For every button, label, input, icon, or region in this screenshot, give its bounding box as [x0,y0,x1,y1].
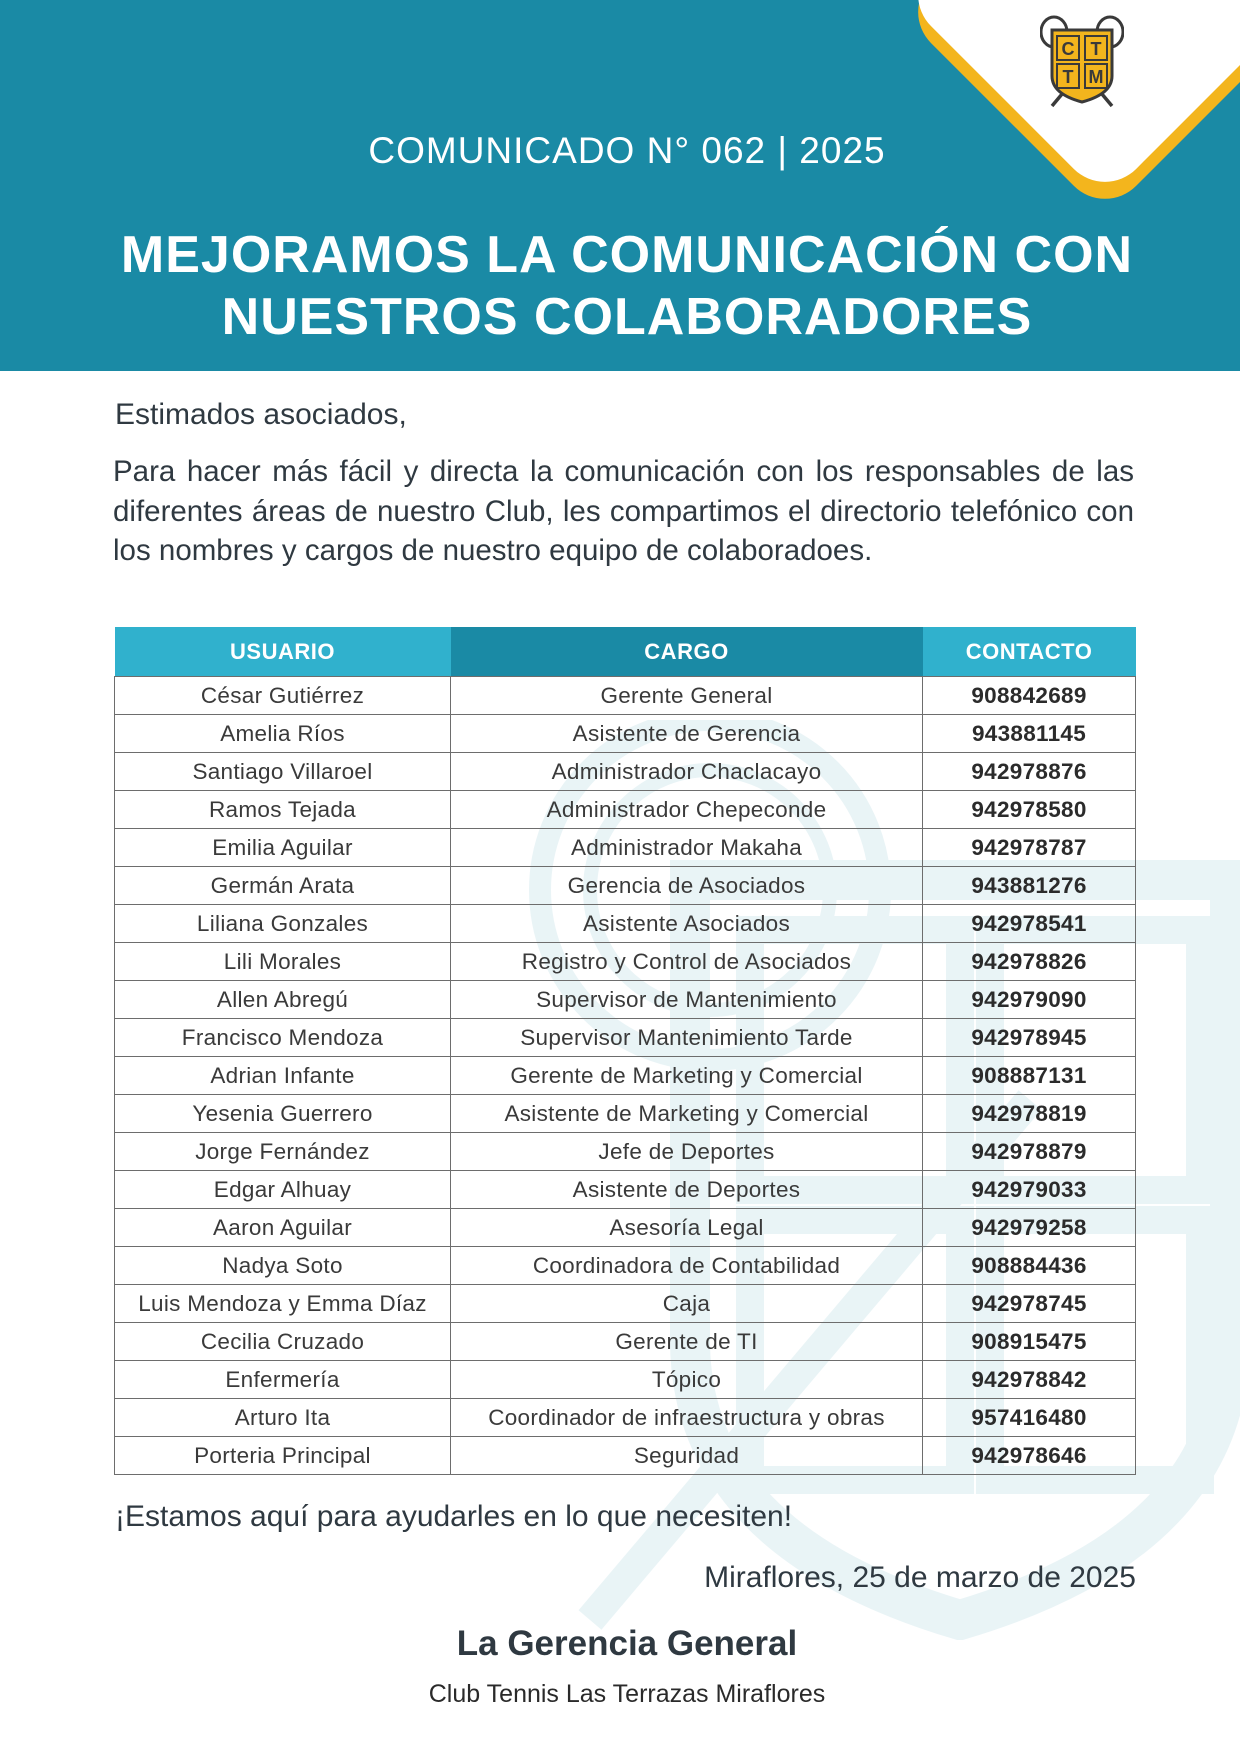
role-cell: Gerencia de Asociados [451,867,923,905]
table-row [115,1323,1136,1361]
column-header-contact: CONTACTO [923,627,1136,677]
table-row [115,1133,1136,1171]
role-cell: Asistente de Marketing y Comercial [451,1095,923,1133]
contact-cell: 942978580 [923,791,1136,829]
table-row [115,1209,1136,1247]
user-cell: Enfermería [115,1361,451,1399]
role-cell: Supervisor de Mantenimiento [451,981,923,1019]
contact-cell: 942978541 [923,905,1136,943]
role-cell: Coordinadora de Contabilidad [451,1247,923,1285]
user-cell: Lili Morales [115,943,451,981]
user-cell: Amelia Ríos [115,715,451,753]
role-cell: Asistente Asociados [451,905,923,943]
contact-cell: 942978876 [923,753,1136,791]
page-title [0,224,1240,348]
role-cell: Seguridad [451,1437,923,1475]
contact-cell: 908915475 [923,1323,1136,1361]
user-cell: Santiago Villaroel [115,753,451,791]
title-line-1: MEJORAMOS LA COMUNICACIÓN CON [120,226,1134,284]
user-cell: Ramos Tejada [115,791,451,829]
role-cell: Coordinador de infraestructura y obras [451,1399,923,1437]
table-row [115,905,1136,943]
table-row [115,1285,1136,1323]
place-date: Miraflores, 25 de marzo de 2025 [704,1561,1136,1594]
role-cell: Asesoría Legal [451,1209,923,1247]
role-cell: Administrador Chaclacayo [451,753,923,791]
column-header-user: USUARIO [115,627,451,677]
user-cell: Aaron Aguilar [115,1209,451,1247]
contact-cell: 942979090 [923,981,1136,1019]
user-cell: Yesenia Guerrero [115,1095,451,1133]
user-cell: Adrian Infante [115,1057,451,1095]
contact-cell: 942978879 [923,1133,1136,1171]
table-row [115,829,1136,867]
contact-cell: 942978787 [923,829,1136,867]
role-cell: Caja [451,1285,923,1323]
intro-paragraph: Para hacer más fácil y directa la comunicación con los responsables de las diferentes áreas de nuestro Club, les compartimos el directorio telefónico con los nombres y cargos de nuestro equipo de colaboradoes. [113,455,1134,567]
user-cell: Liliana Gonzales [115,905,451,943]
contact-cell: 942979258 [923,1209,1136,1247]
contact-cell: 943881276 [923,867,1136,905]
role-cell: Supervisor Mantenimiento Tarde [451,1019,923,1057]
role-cell: Gerente de TI [451,1323,923,1361]
contact-cell: 908887131 [923,1057,1136,1095]
table-row [115,791,1136,829]
table-row [115,1019,1136,1057]
table-row [115,867,1136,905]
role-cell: Gerente de Marketing y Comercial [451,1057,923,1095]
logo-letter: C [1061,39,1075,59]
contact-cell: 957416480 [923,1399,1136,1437]
table-body [115,677,1136,1475]
table-row [115,1057,1136,1095]
contact-cell: 942978745 [923,1285,1136,1323]
user-cell: Allen Abregú [115,981,451,1019]
role-cell: Administrador Chepeconde [451,791,923,829]
role-cell: Tópico [451,1361,923,1399]
logo-letter: T [1090,39,1102,59]
contact-cell: 908842689 [923,677,1136,715]
title-line-2: NUESTROS COLABORADORES [221,288,1033,346]
table-row [115,1247,1136,1285]
logo-letter: M [1088,67,1104,87]
header-banner [0,0,1240,371]
table-row [115,1361,1136,1399]
greeting: Estimados asociados, [115,398,407,431]
table-row [115,1437,1136,1475]
role-cell: Registro y Control de Asociados [451,943,923,981]
column-header-role: CARGO [451,627,923,677]
user-cell: Francisco Mendoza [115,1019,451,1057]
user-cell: Arturo Ita [115,1399,451,1437]
user-cell: Emilia Aguilar [115,829,451,867]
contact-cell: 942978945 [923,1019,1136,1057]
role-cell: Asistente de Gerencia [451,715,923,753]
contact-cell: 942978819 [923,1095,1136,1133]
logo-letter: T [1062,67,1074,87]
contact-cell: 942978842 [923,1361,1136,1399]
role-cell: Jefe de Deportes [451,1133,923,1171]
table-row [115,1095,1136,1133]
table-row [115,981,1136,1019]
role-cell: Administrador Makaha [451,829,923,867]
user-cell: Porteria Principal [115,1437,451,1475]
user-cell: Nadya Soto [115,1247,451,1285]
contact-cell: 908884436 [923,1247,1136,1285]
table-header-row [115,627,1136,677]
user-cell: Luis Mendoza y Emma Díaz [115,1285,451,1323]
role-cell: Asistente de Deportes [451,1171,923,1209]
club-name: Club Tennis Las Terrazas Miraflores [428,1680,826,1708]
user-cell: Edgar Alhuay [115,1171,451,1209]
user-cell: Cecilia Cruzado [115,1323,451,1361]
closing-message: ¡Estamos aquí para ayudarles en lo que necesiten! [115,1500,793,1533]
contact-cell: 942978646 [923,1437,1136,1475]
table-row [115,1399,1136,1437]
table-row [115,753,1136,791]
table-row [115,1171,1136,1209]
table-row [115,715,1136,753]
table-row [115,943,1136,981]
user-cell: Germán Arata [115,867,451,905]
directory-table [114,627,1136,1475]
contact-cell: 942978826 [923,943,1136,981]
table-row [115,677,1136,715]
contact-cell: 943881145 [923,715,1136,753]
role-cell: Gerente General [451,677,923,715]
contact-cell: 942979033 [923,1171,1136,1209]
user-cell: César Gutiérrez [115,677,451,715]
comunicado-number: COMUNICADO N° 062 | 2025 [368,130,886,171]
signature: La Gerencia General [456,1624,798,1663]
user-cell: Jorge Fernández [115,1133,451,1171]
club-logo [1040,14,1124,110]
